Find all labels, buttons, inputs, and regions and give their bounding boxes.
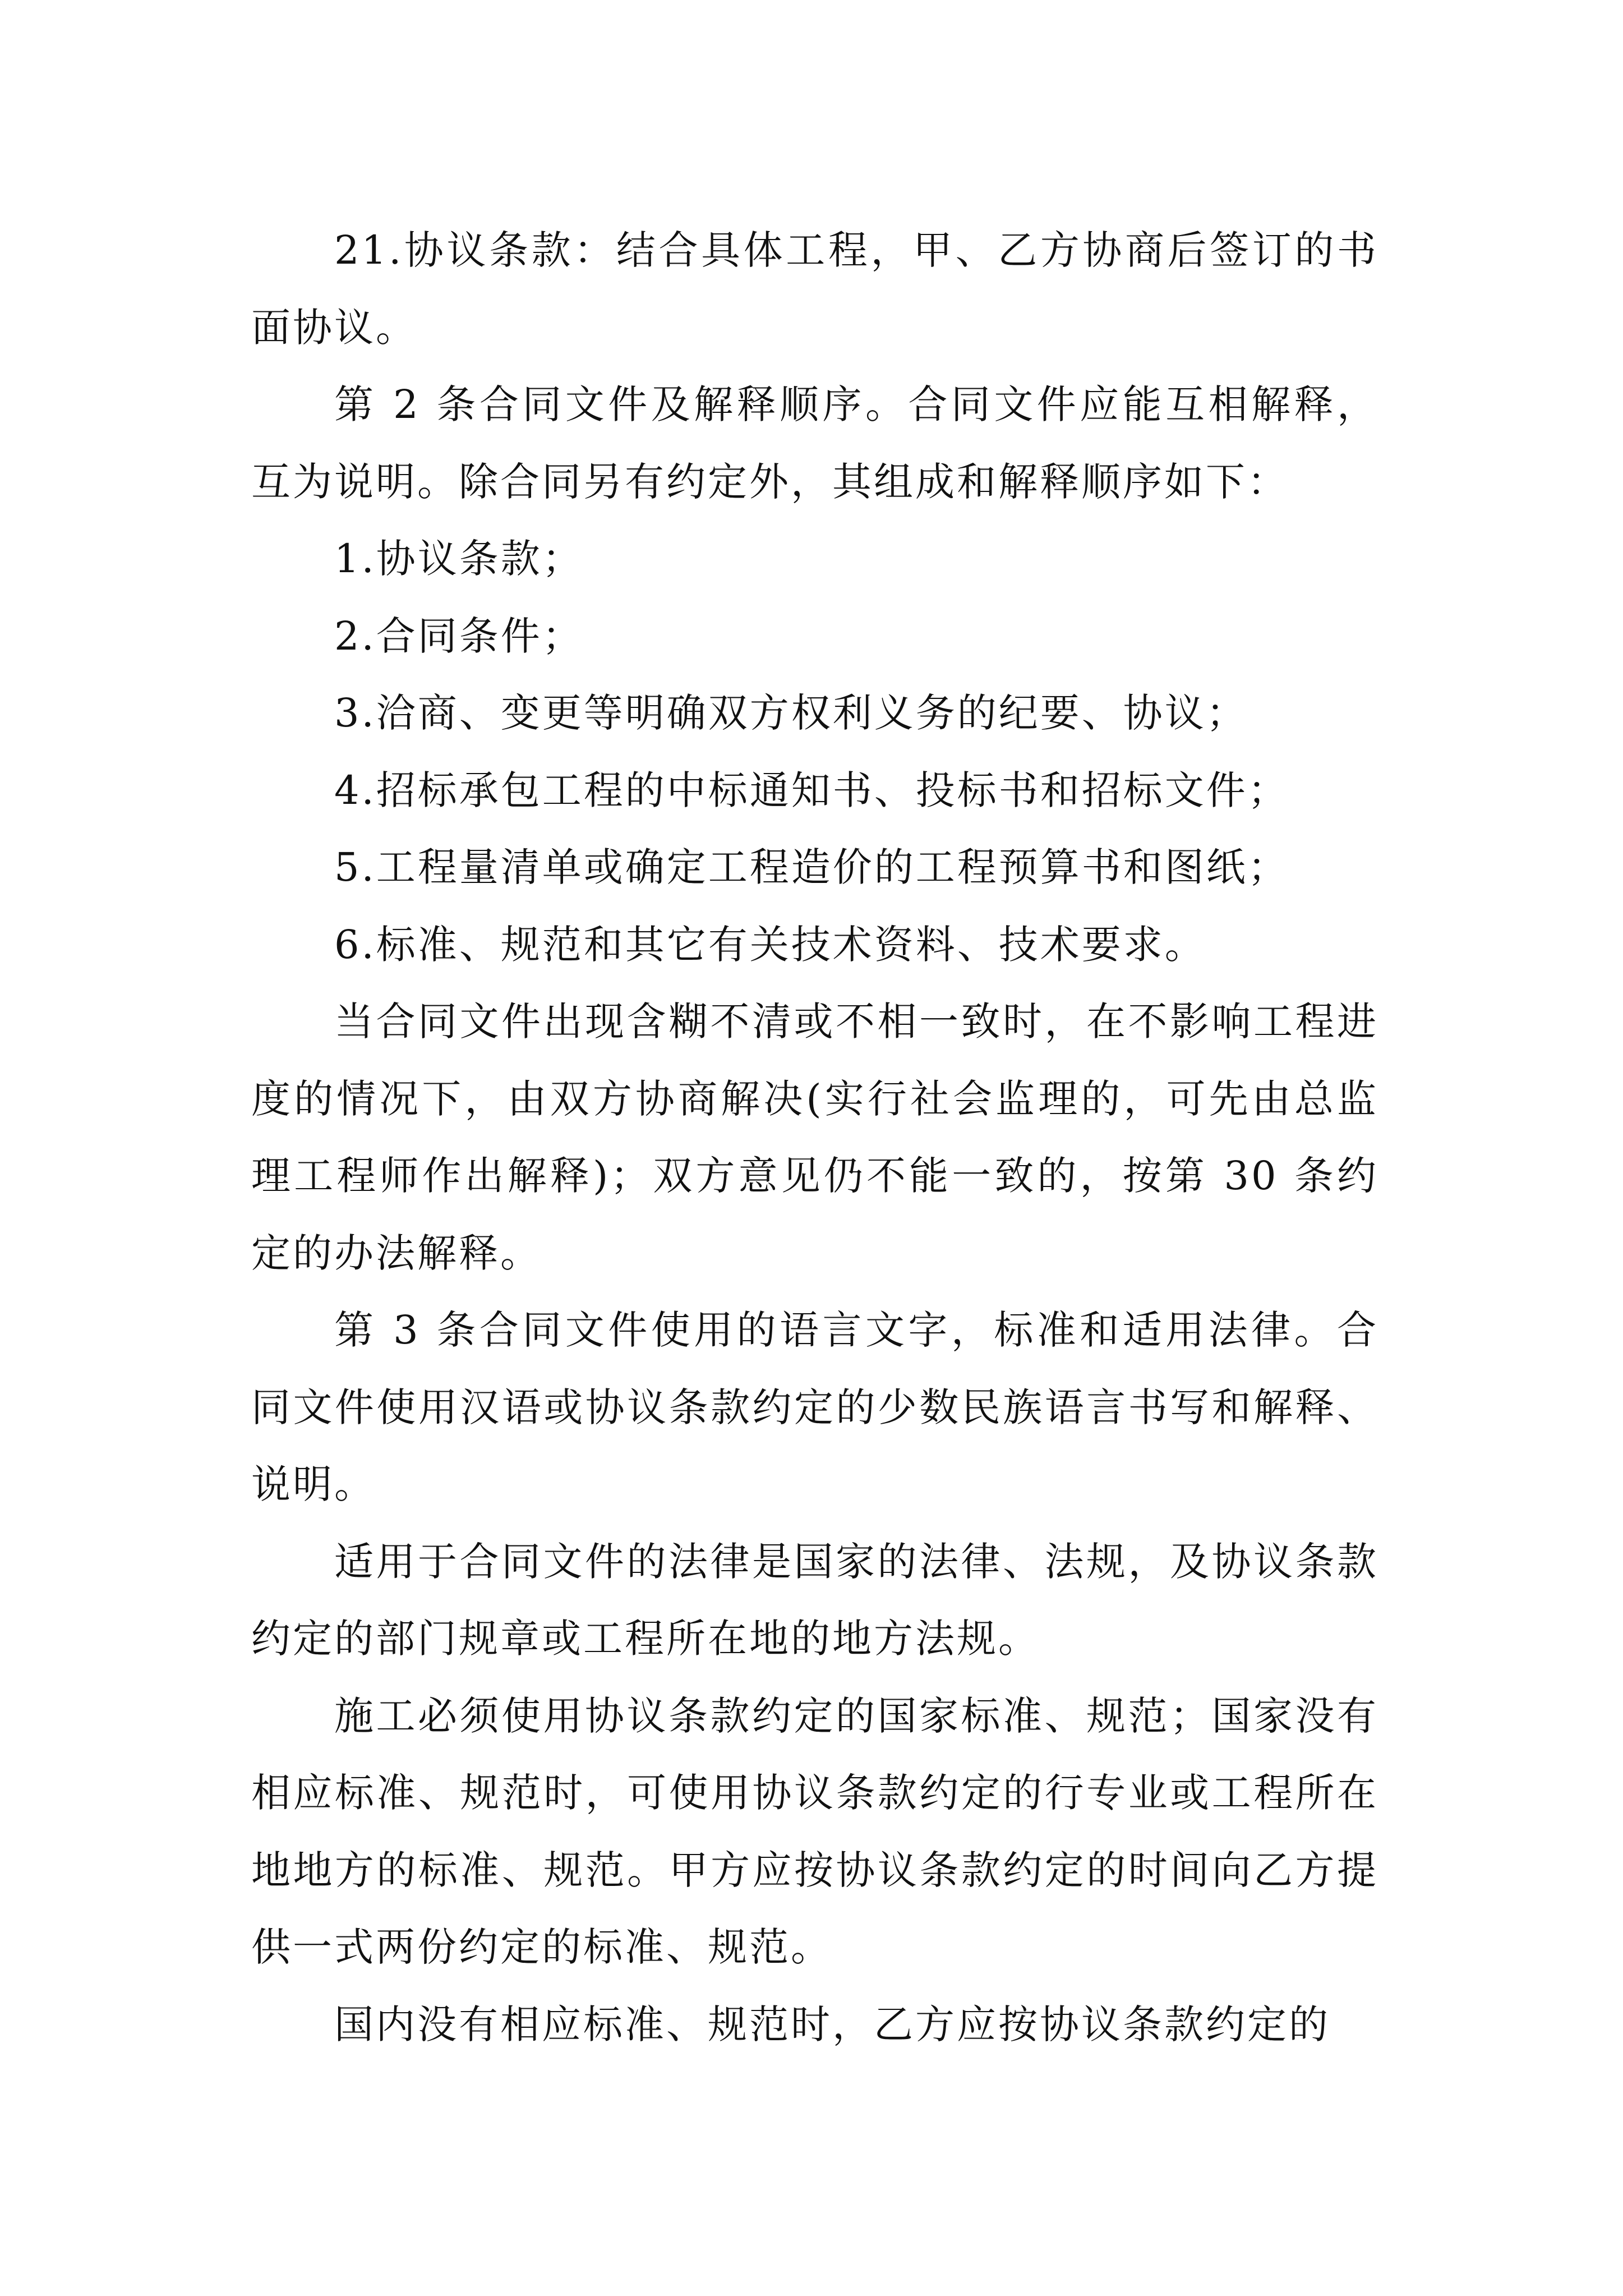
paragraph-clause-21: 21.协议条款：结合具体工程，甲、乙方协商后签订的书面协议。 [251, 227, 1378, 351]
list-item-4: 4.招标承包工程的中标通知书、投标书和招标文件； [334, 767, 1289, 813]
paragraph-article-2: 第 2 条合同文件及解释顺序。合同文件应能互相解释，互为说明。除合同另有约定外，其组成和解释顺序如下： [251, 381, 1378, 505]
list-item-1: 1.协议条款； [334, 536, 584, 582]
paragraph-ambiguity: 当合同文件出现含糊不清或不相一致时，在不影响工程进度的情况下，由双方协商解决(实行社会监理的，可先由总监理工程师作出解释)；双方意见仍不能一致的，按第 30 条约定的办法解释。 [251, 999, 1378, 1276]
list-item-5: 5.工程量清单或确定工程造价的工程预算书和图纸； [334, 844, 1289, 890]
paragraph-applicable-law: 适用于合同文件的法律是国家的法律、法规，及协议条款约定的部门规章或工程所在地的地方法规。 [251, 1538, 1378, 1662]
document-body [251, 212, 1378, 2063]
paragraph-article-3: 第 3 条合同文件使用的语言文字，标准和适用法律。合同文件使用汉语或协议条款约定的少数民族语言书写和解释、说明。 [251, 1307, 1378, 1507]
list-item-6: 6.标准、规范和其它有关技术资料、技术要求。 [334, 921, 1206, 968]
paragraph-standards: 施工必须使用协议条款约定的国家标准、规范；国家没有相应标准、规范时，可使用协议条款约定的行专业或工程所在地地方的标准、规范。甲方应按协议条款约定的时间向乙方提供一式两份约定的标准、规范。 [251, 1692, 1378, 1970]
list-item-3: 3.洽商、变更等明确双方权利义务的纪要、协议； [334, 690, 1248, 736]
list-item-2: 2.合同条件； [334, 613, 584, 659]
paragraph-domestic-standards: 国内没有相应标准、规范时，乙方应按协议条款约定的 [334, 2001, 1330, 2047]
